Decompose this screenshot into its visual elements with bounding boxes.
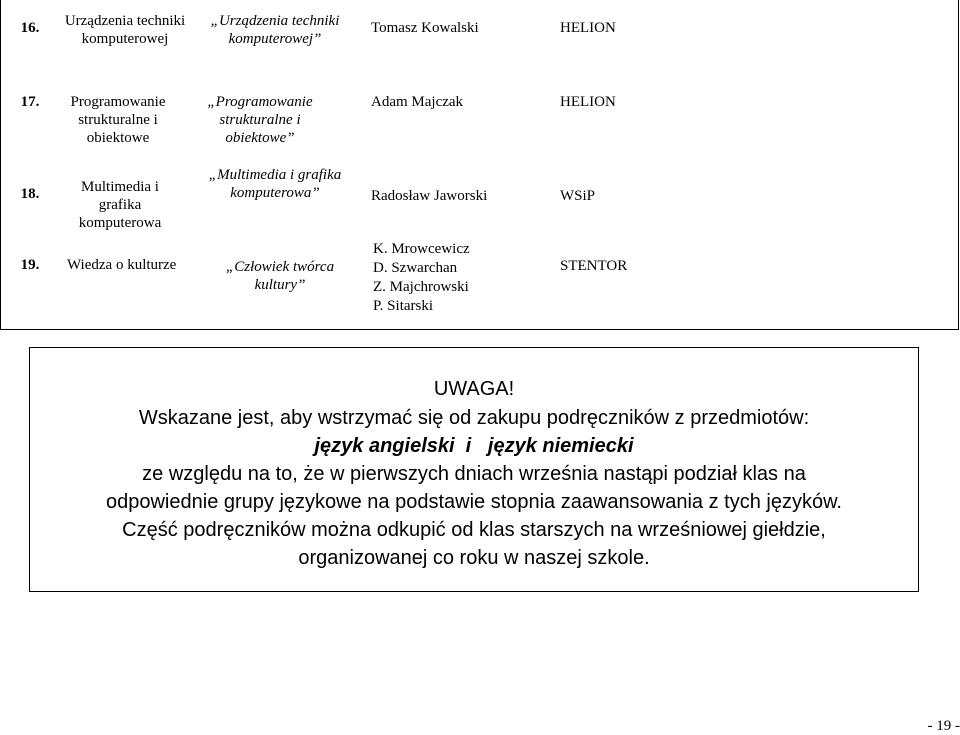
notice-heading: UWAGA! bbox=[433, 378, 515, 400]
page-number: - 19 - bbox=[927, 718, 960, 734]
notice-line-4: odpowiednie grupy językowe na podstawie stopnia zaawansowania z tych języków. bbox=[106, 491, 842, 513]
row-18-subject: Multimedia i grafika komputerowa bbox=[78, 179, 162, 231]
row-17-number: 17. bbox=[20, 94, 40, 110]
row-17-publisher: HELION bbox=[560, 94, 616, 110]
row-17-subject: Programowanie strukturalne i obiektowe bbox=[70, 94, 166, 146]
row-18-author: Radosław Jaworski bbox=[371, 188, 488, 204]
row-19-publisher: STENTOR bbox=[560, 258, 628, 274]
notice-box bbox=[29, 347, 919, 592]
table-border-right bbox=[958, 0, 959, 330]
row-18-number: 18. bbox=[20, 186, 40, 202]
notice-line-5: Część podręczników można odkupić od klas starszych na wrześniowej giełdzie, bbox=[122, 519, 826, 541]
row-16-title: „Urządzenia techniki komputerowej” bbox=[210, 13, 340, 47]
row-19-subject: Wiedza o kulturze bbox=[67, 257, 177, 273]
row-19-number: 19. bbox=[20, 257, 40, 273]
row-18-title: „Multimedia i grafika komputerowa” bbox=[208, 167, 342, 201]
row-19-author: K. Mrowcewicz D. Szwarchan Z. Majchrowski P. Sitarski bbox=[373, 241, 470, 314]
notice-line-3: ze względu na to, że w pierwszych dniach września nastąpi podział klas na bbox=[142, 463, 806, 485]
row-18-publisher: WSiP bbox=[560, 188, 596, 204]
row-16-author: Tomasz Kowalski bbox=[371, 20, 479, 36]
row-16-number: 16. bbox=[20, 20, 40, 36]
row-17-author: Adam Majczak bbox=[371, 94, 464, 110]
notice-languages: język angielski i język niemiecki bbox=[314, 435, 634, 457]
notice-line-1: Wskazane jest, aby wstrzymać się od zakupu podręczników z przedmiotów: bbox=[138, 407, 810, 429]
table-border-bottom bbox=[0, 329, 959, 330]
row-17-title: „Programowanie strukturalne i obiektowe” bbox=[207, 94, 313, 146]
row-19-title: „Człowiek twórca kultury” bbox=[225, 259, 335, 293]
row-16-subject: Urządzenia techniki komputerowej bbox=[64, 13, 186, 47]
row-16-publisher: HELION bbox=[560, 20, 616, 36]
notice-line-6: organizowanej co roku w naszej szkole. bbox=[298, 547, 650, 569]
